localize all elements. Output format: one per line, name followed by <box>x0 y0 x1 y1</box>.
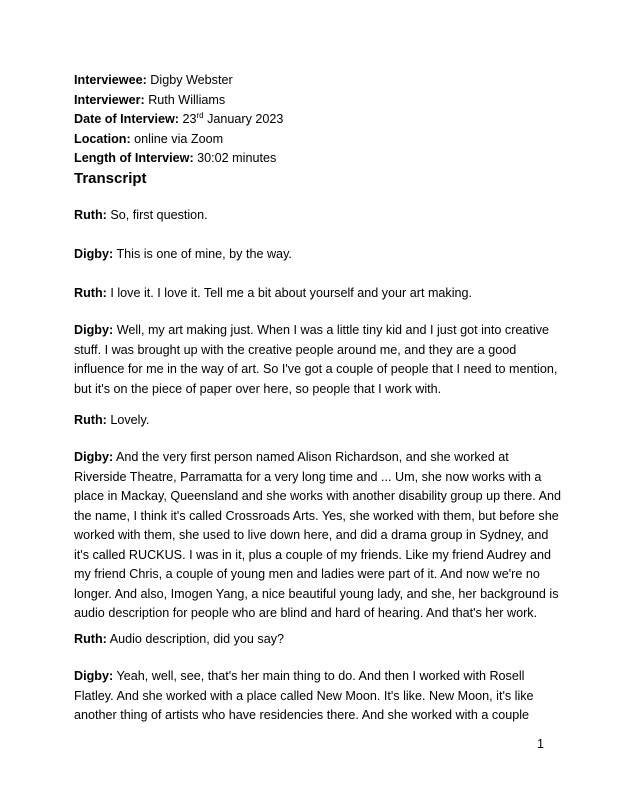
transcript-line <box>74 468 544 488</box>
transcript-paragraph <box>74 321 558 399</box>
transcript-text: This is one of mine, by the way. <box>116 247 292 261</box>
transcript-text: worked with them, she used to live down here, and did a drama group in Sydney, and <box>74 528 549 542</box>
transcript-text: Yeah, well, see, that's her main thing to do. And then I worked with Rosell <box>116 669 525 683</box>
transcript-paragraph <box>74 206 544 226</box>
date-day: 23 <box>182 112 197 127</box>
date-rest: January 2023 <box>207 112 284 127</box>
date-line <box>74 110 283 130</box>
transcript-text: Audio description, did you say? <box>109 632 285 646</box>
transcript-text: influence for me in the way of art. So I've got a couple of people that I need to mention, <box>74 362 558 376</box>
transcript-line <box>74 706 544 726</box>
transcript-line <box>74 507 559 527</box>
transcript-paragraph <box>74 667 544 726</box>
transcript-line <box>74 245 544 265</box>
transcript-text: Well, my art making just. When I was a little tiny kid and I just got into creative <box>116 323 550 337</box>
transcript-line <box>74 546 551 566</box>
transcript-text: longer. And also, Imogen Yang, a nice beautiful young lady, and she, her background is <box>74 586 559 601</box>
transcript-line <box>74 284 544 304</box>
transcript-text: it's called RUCKUS. I was in it, plus a couple of my friends. Like my friend Audrey and <box>74 547 551 562</box>
speaker-label: Digby: <box>74 669 114 683</box>
transcript-paragraph <box>74 630 544 650</box>
interviewee-value: Digby Webster <box>150 73 233 87</box>
interviewee-line <box>74 71 283 91</box>
length-label: Length of Interview: <box>74 151 194 166</box>
transcript-text: I love it. I love it. Tell me a bit about yourself and your art making. <box>110 286 473 300</box>
transcript-text: Flatley. And she worked with a place called New Moon. It's like. New Moon, it's like <box>74 688 534 703</box>
transcript-text: another thing of artists who have residencies there. And she worked with a couple <box>74 708 530 722</box>
transcript-line <box>74 667 544 687</box>
transcript-line <box>74 604 544 624</box>
interviewer-value: Ruth Williams <box>148 92 226 107</box>
transcript-text: stuff. I was brought up with the creative people around me, and they are a good <box>74 342 517 357</box>
transcript-line <box>74 526 549 546</box>
speaker-label: Ruth: <box>74 413 107 427</box>
transcript-heading: Transcript <box>74 170 147 187</box>
speaker-label: Ruth: <box>74 286 107 300</box>
transcript-line <box>74 687 544 707</box>
date-suffix: rd <box>196 111 204 120</box>
transcript-text: So, first question. <box>110 208 208 222</box>
transcript-line <box>74 360 558 380</box>
speaker-label: Digby: <box>74 247 114 261</box>
transcript-text: Riverside Theatre, Parramatta for a very long time and ... Um, she now works with a <box>74 469 542 484</box>
transcript-paragraph <box>74 245 544 265</box>
speaker-label: Ruth: <box>74 208 107 222</box>
length-value: 30:02 minutes <box>197 151 277 166</box>
location-label: Location: <box>74 131 131 146</box>
speaker-label: Digby: <box>74 323 114 337</box>
transcript-line <box>74 585 559 605</box>
interview-metadata <box>74 71 283 169</box>
transcript-line <box>74 411 544 431</box>
interviewer-line <box>74 91 283 111</box>
transcript-text: place in Mackay, Queensland and she works with another disability group up there. And <box>74 489 562 503</box>
transcript-text: Lovely. <box>110 413 150 427</box>
transcript-line <box>74 630 544 650</box>
transcript-text: audio description for people who are blind and hard of hearing. And that's her work. <box>74 606 538 620</box>
transcript-line <box>74 321 550 341</box>
transcript-line <box>74 380 544 400</box>
transcript-line <box>74 448 544 468</box>
transcript-text: And the very first person named Alison Richardson, and she worked at <box>116 450 509 464</box>
transcript-text: my friend Chris, a couple of young men and ladies were part of it. And now we're no <box>74 567 540 581</box>
speaker-label: Ruth: <box>74 632 107 646</box>
transcript-text: but it's on the piece of paper over here, so people that I work with. <box>74 381 442 396</box>
length-line <box>74 149 283 169</box>
transcript-text: the name, I think it's called Crossroads Arts. Yes, she worked with them, but before she <box>74 508 559 523</box>
transcript-paragraph <box>74 448 562 624</box>
speaker-label: Digby: <box>74 450 114 464</box>
location-value: online via Zoom <box>134 131 224 146</box>
transcript-line <box>74 341 544 361</box>
date-label: Date of Interview: <box>74 112 179 127</box>
transcript-line <box>74 487 562 507</box>
transcript-line <box>74 206 544 226</box>
interviewee-label: Interviewee: <box>74 73 147 87</box>
page-number: 1 <box>537 737 545 751</box>
transcript-paragraph <box>74 284 544 304</box>
interviewer-label: Interviewer: <box>74 92 145 107</box>
transcript-line <box>74 565 544 585</box>
location-line <box>74 130 283 150</box>
transcript-paragraph <box>74 411 544 431</box>
